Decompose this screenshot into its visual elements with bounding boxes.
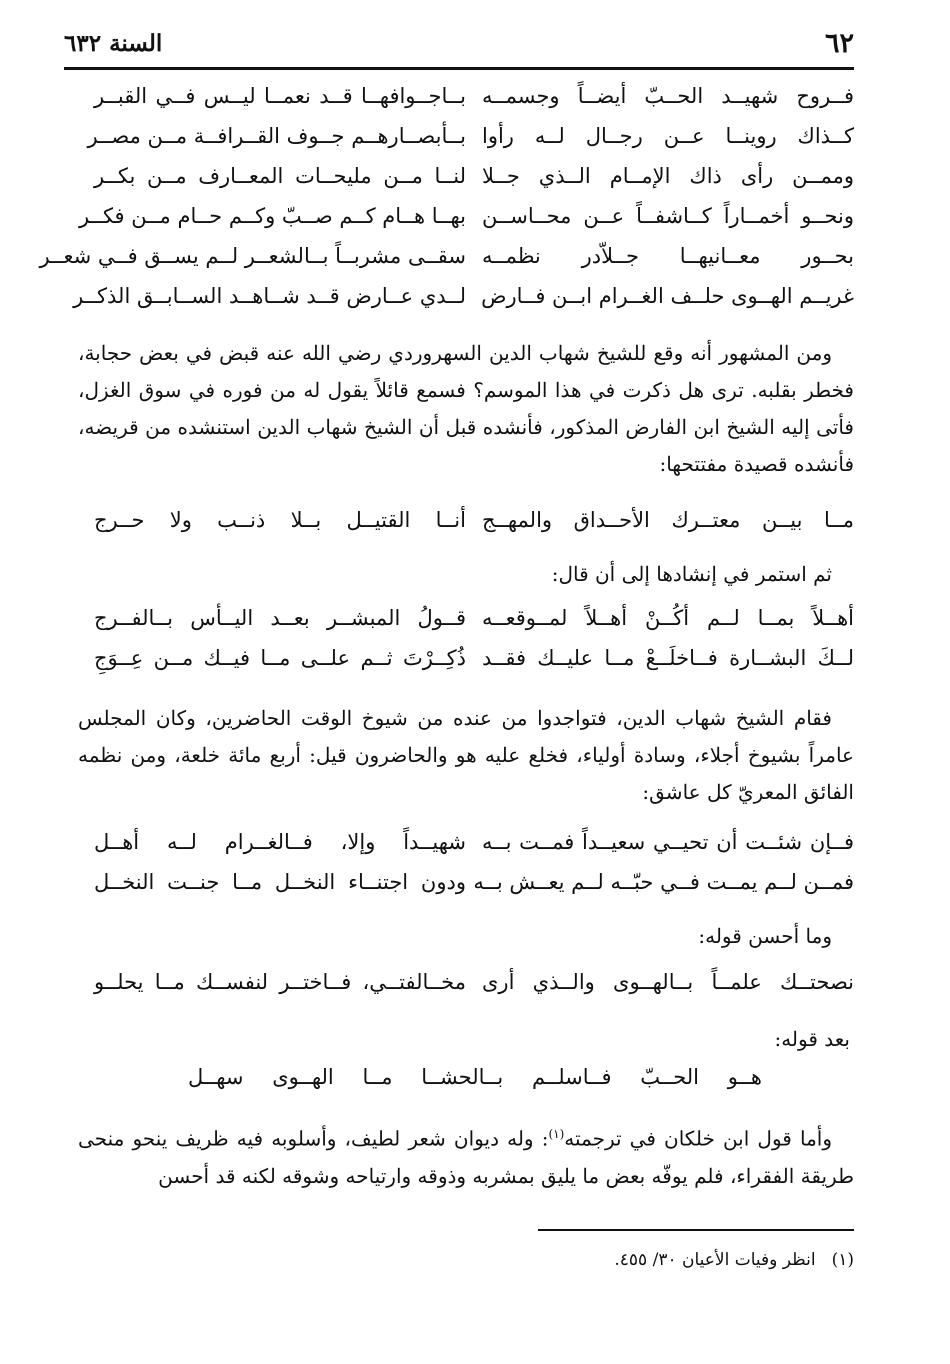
verse-line [87,124,854,164]
second-hemistich: سقــى مشربــاً بــالشعــر لــم يســق فــي شعــر [39,244,466,268]
second-hemistich: ودون اجتنــاء النخــل مــا جنــت النخــل [94,870,466,894]
verse-line [39,244,854,284]
verse-line [94,508,854,548]
footnote-reference: (١) [548,1127,565,1141]
paragraph-3 [78,1116,854,1195]
second-hemistich: شهيــداً وإلا، فــالغــرام لــه أهــل [94,830,466,854]
first-hemistich: فمــن لــم يمــت فــي حبّــه لــم يعــش بــه [473,870,854,894]
page-header [64,22,854,64]
second-hemistich: بــأبصــارهــم جــوف القــرافــة مــن مصــر [87,124,466,148]
first-hemistich: مــا بيــن معتــرك الأحــداق والمهــج [482,508,854,532]
paragraph-2 [78,700,854,811]
footnote [614,1250,854,1270]
second-hemistich: بــاجــوافهــا قــد نعمــا ليــس فــي القبــر [94,84,466,108]
transition-line-1: ثم استمر في إنشادها إلى أن قال: [551,562,832,586]
second-hemistich: لــدي عــارض قــد شــاهــد الســابــق الذكــر [73,284,466,308]
second-hemistich: قــولُ المبشــر بعــد اليــأس بــالفــرج [94,606,466,630]
paragraph-text: ومن المشهور أنه وقع للشيخ شهاب الدين السهروردي رضي الله عنه قبض في بعض حجابة، فخطر بقلبه. ترى هل ذكرت في هذا الموسم؟ فسمع قائلاً يقول له من فوره في سوق الغزل، فأتى إليه الشيخ ابن الفارض المذكور، فأنشده قبل أن الشيخ شهاب الدين استنشده من قريضه، فأنشده قصيدة مفتتحها: [78,341,854,476]
verse-line [73,284,854,324]
verse-line [94,84,854,124]
first-hemistich: بحــور معــانيهــا جــلاّدر نظمــه [482,244,854,268]
first-hemistich: فــروح شهيــد الحــبّ أيضــاً وجسمــه [482,84,854,108]
single-hemistich: هــو الحــبّ فــاسلــم بــالحشــا مــا الهــوى سهــل [188,1065,762,1089]
first-hemistich: كــذاك روينــا عــن رجــال لــه رأوا [482,124,854,148]
verse-line [94,606,854,646]
first-hemistich: أهــلاً بمــا لــم أكُــنْ أهــلاً لمــوقعــه [482,606,854,630]
header-rule [64,67,854,70]
verse-line [79,204,854,244]
transition-line-2: وما أحسن قوله: [698,924,832,948]
verse-line [94,646,854,686]
running-head-year: السنة ٦٣٢ [64,30,163,57]
verse-group-3 [94,606,854,686]
first-hemistich: لــكَ البشــارة فــاخلَــعْ مــا عليــك فقــد [482,646,854,670]
second-hemistich: مخــالفتــي، فــاختــر لنفســك مــا يحلــو [94,970,466,994]
footnote-rule [538,1229,854,1231]
paragraph-text: وأما قول ابن خلكان في ترجمته [564,1126,832,1151]
second-hemistich: لنــا مــن مليحــات المعــارف مــن بكــر [94,164,466,188]
footnote-number: (١) [831,1250,854,1270]
first-hemistich: فــإن شئــت أن تحيــي سعيــداً فمــت بــه [482,830,854,854]
verse-group-1 [39,84,854,324]
page-number: ٦٢ [824,28,854,59]
paragraph-1 [78,335,854,483]
verse-group-5 [94,970,854,1010]
verse-line [94,830,854,870]
paragraph-text: فقام الشيخ شهاب الدين، فتواجدوا من عنده من شيوخ الوقت الحاضرين، وكان المجلس عامراً بشيوخ أجلاء، وسادة أولياء، فخلع عليه هو والحاضرون قيل: أربع مائة خلعة، ومن نظمه الفائق المعريّ كل عاشق: [78,706,854,804]
paragraph-text: : وله ديوان شعر لطيف، وأسلوبه فيه ظريف ينحو منحى طريقة الفقراء، فلم يوفّه بعض ما يليق بمشربه وذوقه وارتياحه وشوقه لكنه قد أحسن [78,1126,854,1188]
verse-group-2 [94,508,854,548]
first-hemistich: غريــم الهــوى حلــف الغــرام ابــن فــارض [481,284,854,308]
verse-line [94,870,854,910]
first-hemistich: نصحتــك علمــاً بــالهــوى والــذي أرى [482,970,854,994]
first-hemistich: وممــن رأى ذاك الإمــام الــذي جــلا [482,164,854,188]
second-hemistich: أنــا القتيــل بــلا ذنــب ولا حــرج [94,508,466,532]
verse-line [94,164,854,204]
footnote-text: انظر وفيات الأعيان ٣٠/ ٤٥٥. [614,1250,816,1270]
second-hemistich: ذُكِــرْتَ ثــم علــى مــا فيــك مــن عِــوَجِ [94,646,466,670]
verse-group-4 [94,830,854,910]
verse-line [94,970,854,1010]
first-hemistich: ونحــو أخمــاراً كــاشفــاً عــن محــاســن [482,204,854,228]
transition-line-3: بعد قوله: [774,1027,850,1051]
second-hemistich: بهــا هــام كــم صــبّ وكــم حــام مــن فكــر [79,204,466,228]
